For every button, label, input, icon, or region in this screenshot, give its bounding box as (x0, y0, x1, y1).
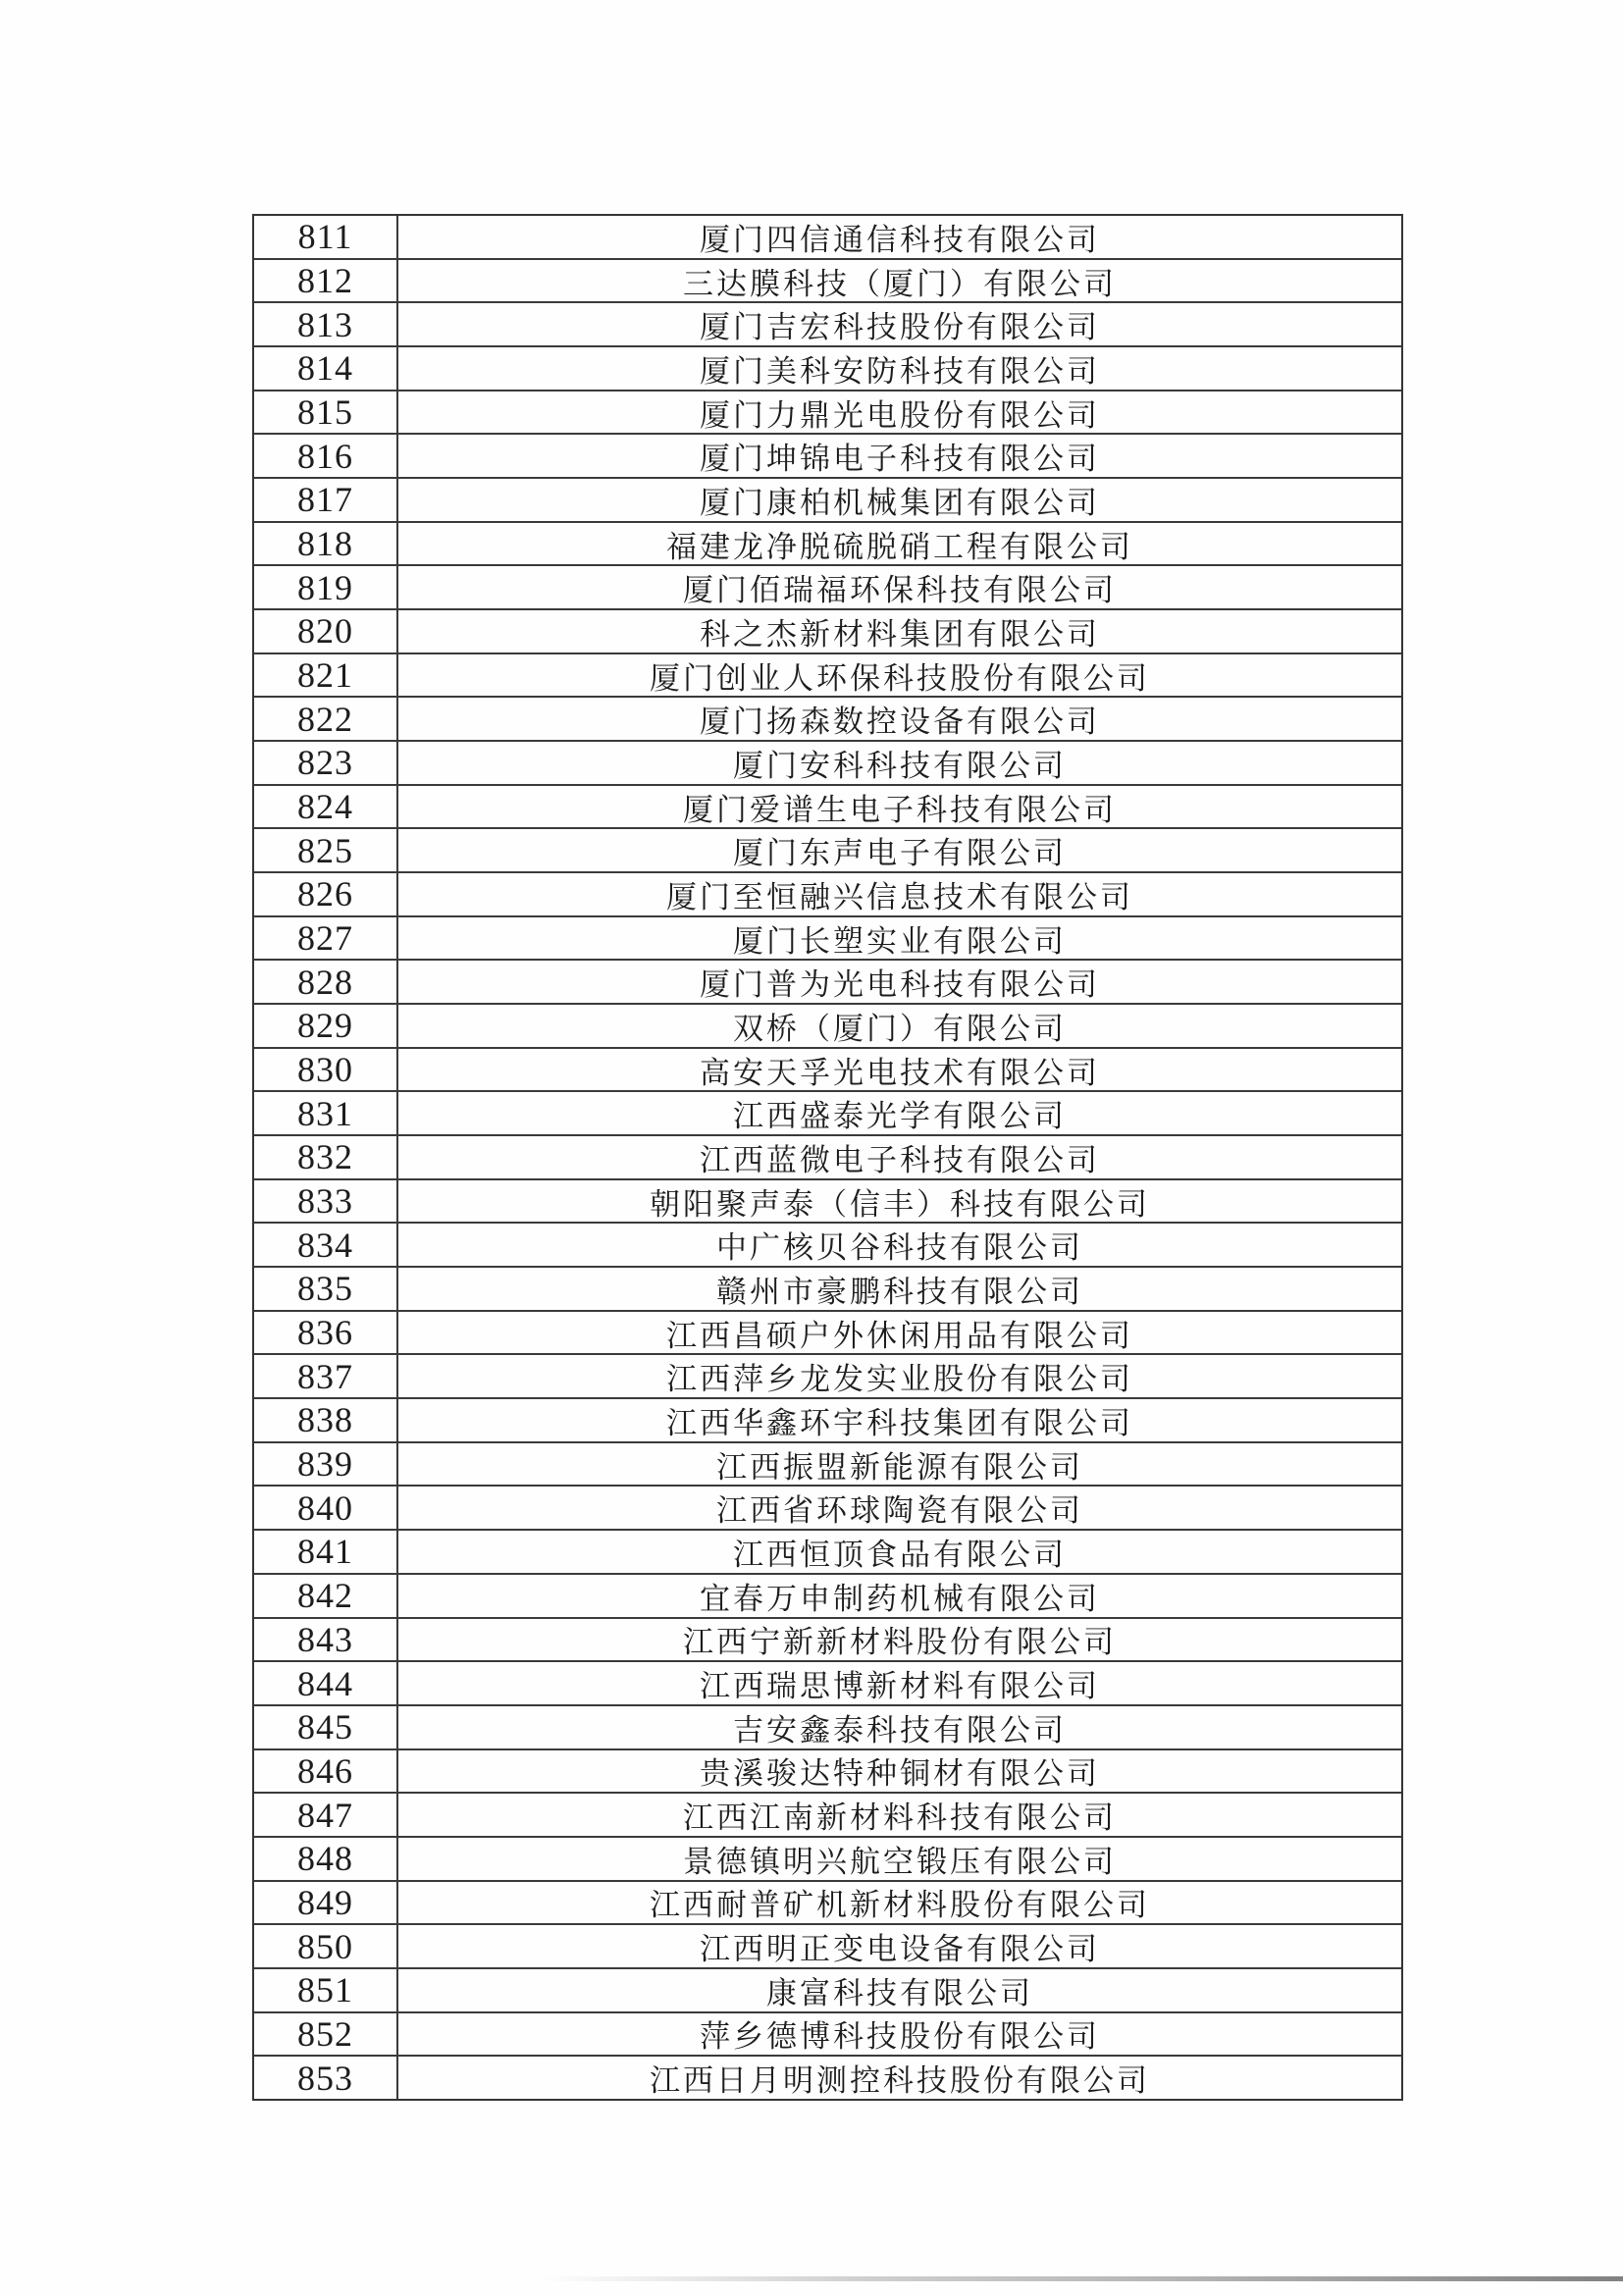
company-name-cell: 厦门至恒融兴信息技术有限公司 (666, 879, 1133, 914)
company-name-cell: 朝阳聚声泰（信丰）科技有限公司 (650, 1186, 1150, 1222)
row-number-cell: 847 (254, 1794, 398, 1836)
table-row (254, 1706, 1401, 1750)
company-name-cell: 江西明正变电设备有限公司 (700, 1932, 1100, 1967)
row-number-cell: 829 (254, 1005, 398, 1047)
company-name-cell: 江西昌硕户外休闲用品有限公司 (666, 1318, 1133, 1353)
table-row (254, 829, 1401, 873)
company-name-cell: 江西日月明测控科技股份有限公司 (650, 2063, 1150, 2099)
company-table (252, 214, 1403, 2101)
row-number-cell: 845 (254, 1706, 398, 1748)
table-row (254, 435, 1401, 479)
table-row (254, 917, 1401, 962)
row-number-cell: 832 (254, 1136, 398, 1178)
row-number-cell: 823 (254, 742, 398, 784)
row-number-cell: 827 (254, 917, 398, 960)
row-number-cell: 835 (254, 1268, 398, 1310)
table-row (254, 303, 1401, 347)
company-name-cell: 厦门四信通信科技有限公司 (700, 222, 1100, 257)
company-name-cell: 江西省环球陶瓷有限公司 (716, 1493, 1083, 1529)
table-row (254, 2013, 1401, 2058)
table-row (254, 1487, 1401, 1531)
table-row (254, 1268, 1401, 1312)
company-name-cell: 厦门美科安防科技有限公司 (700, 353, 1100, 389)
row-number-cell: 843 (254, 1619, 398, 1661)
table-row (254, 1838, 1401, 1882)
row-number-cell: 830 (254, 1049, 398, 1091)
table-row (254, 523, 1401, 567)
row-number-cell: 820 (254, 610, 398, 652)
row-number-cell: 834 (254, 1224, 398, 1266)
table-row (254, 1136, 1401, 1180)
company-name-cell: 厦门普为光电科技有限公司 (700, 967, 1100, 1003)
company-name-cell: 厦门创业人环保科技股份有限公司 (650, 660, 1150, 696)
row-number-cell: 817 (254, 479, 398, 521)
company-name-cell: 厦门长塑实业有限公司 (733, 923, 1067, 959)
table-row (254, 260, 1401, 304)
company-name-cell: 江西瑞思博新材料有限公司 (700, 1669, 1100, 1704)
table-row (254, 1794, 1401, 1838)
company-name-cell: 厦门爱谱生电子科技有限公司 (683, 792, 1117, 827)
table-row (254, 1925, 1401, 1969)
table-row (254, 216, 1401, 260)
table-row (254, 873, 1401, 917)
table-row (254, 1092, 1401, 1136)
table-row (254, 566, 1401, 610)
company-name-cell: 厦门扬森数控设备有限公司 (700, 704, 1100, 740)
company-name-cell: 厦门东声电子有限公司 (733, 836, 1067, 871)
table-row (254, 654, 1401, 699)
table-row (254, 2057, 1401, 2099)
company-name-cell: 萍乡德博科技股份有限公司 (700, 2019, 1100, 2055)
company-name-cell: 江西蓝微电子科技有限公司 (700, 1142, 1100, 1177)
row-number-cell: 846 (254, 1750, 398, 1793)
company-name-cell: 江西华鑫环宇科技集团有限公司 (666, 1405, 1133, 1440)
company-name-cell: 江西盛泰光学有限公司 (733, 1099, 1067, 1134)
bottom-scan-shadow-artifact (538, 2276, 1623, 2281)
table-row (254, 1224, 1401, 1268)
table-row (254, 479, 1401, 523)
table-row (254, 1180, 1401, 1225)
row-number-cell: 812 (254, 260, 398, 302)
row-number-cell: 848 (254, 1838, 398, 1880)
table-row (254, 1969, 1401, 2013)
company-name-cell: 厦门坤锦电子科技有限公司 (700, 442, 1100, 477)
row-number-cell: 816 (254, 435, 398, 477)
company-name-cell: 厦门吉宏科技股份有限公司 (700, 310, 1100, 345)
row-number-cell: 840 (254, 1487, 398, 1529)
row-number-cell: 821 (254, 654, 398, 697)
table-row (254, 961, 1401, 1005)
table-row (254, 1399, 1401, 1443)
row-number-cell: 842 (254, 1575, 398, 1617)
row-number-cell: 819 (254, 566, 398, 608)
table-row (254, 1049, 1401, 1093)
table-row (254, 1443, 1401, 1487)
row-number-cell: 844 (254, 1662, 398, 1704)
table-row (254, 1355, 1401, 1399)
row-number-cell: 850 (254, 1925, 398, 1967)
company-name-cell: 三达膜科技（厦门）有限公司 (683, 266, 1117, 301)
row-number-cell: 851 (254, 1969, 398, 2011)
table-row (254, 1575, 1401, 1619)
table-row (254, 1312, 1401, 1356)
company-name-cell: 江西振盟新能源有限公司 (716, 1449, 1083, 1485)
row-number-cell: 849 (254, 1882, 398, 1924)
row-number-cell: 811 (254, 216, 398, 258)
table-row (254, 1005, 1401, 1049)
company-name-cell: 赣州市豪鹏科技有限公司 (716, 1274, 1083, 1309)
row-number-cell: 818 (254, 523, 398, 565)
company-name-cell: 康富科技有限公司 (766, 1975, 1033, 2010)
company-name-cell: 景德镇明兴航空锻压有限公司 (683, 1844, 1117, 1879)
row-number-cell: 841 (254, 1531, 398, 1573)
row-number-cell: 853 (254, 2057, 398, 2099)
row-number-cell: 824 (254, 786, 398, 828)
company-name-cell: 福建龙净脱硫脱硝工程有限公司 (666, 529, 1133, 564)
row-number-cell: 833 (254, 1180, 398, 1223)
company-name-cell: 厦门安科科技有限公司 (733, 748, 1067, 783)
row-number-cell: 822 (254, 698, 398, 740)
row-number-cell: 826 (254, 873, 398, 915)
company-name-cell: 厦门力鼎光电股份有限公司 (700, 397, 1100, 433)
company-name-cell: 贵溪骏达特种铜材有限公司 (700, 1756, 1100, 1792)
table-row (254, 1619, 1401, 1663)
company-name-cell: 厦门佰瑞福环保科技有限公司 (683, 573, 1117, 608)
table-row (254, 698, 1401, 742)
table-row (254, 347, 1401, 391)
row-number-cell: 814 (254, 347, 398, 390)
company-name-cell: 江西江南新材料科技有限公司 (683, 1800, 1117, 1836)
row-number-cell: 836 (254, 1312, 398, 1354)
row-number-cell: 839 (254, 1443, 398, 1486)
row-number-cell: 837 (254, 1355, 398, 1397)
company-name-cell: 中广核贝谷科技有限公司 (716, 1230, 1083, 1266)
company-name-cell: 江西恒顶食品有限公司 (733, 1538, 1067, 1572)
row-number-cell: 831 (254, 1092, 398, 1134)
company-name-cell: 厦门康柏机械集团有限公司 (700, 485, 1100, 520)
company-name-cell: 宜春万申制药机械有限公司 (700, 1581, 1100, 1616)
table-row (254, 391, 1401, 436)
row-number-cell: 813 (254, 303, 398, 345)
company-name-cell: 江西萍乡龙发实业股份有限公司 (666, 1362, 1133, 1397)
row-number-cell: 838 (254, 1399, 398, 1441)
company-name-cell: 高安天孚光电技术有限公司 (700, 1055, 1100, 1090)
table-row (254, 1531, 1401, 1575)
company-name-cell: 江西耐普矿机新材料股份有限公司 (650, 1888, 1150, 1923)
row-number-cell: 825 (254, 829, 398, 871)
table-row (254, 1750, 1401, 1795)
table-row (254, 1662, 1401, 1706)
row-number-cell: 852 (254, 2013, 398, 2056)
row-number-cell: 815 (254, 391, 398, 434)
table-row (254, 610, 1401, 654)
company-name-cell: 双桥（厦门）有限公司 (733, 1011, 1067, 1046)
company-name-cell: 吉安鑫泰科技有限公司 (733, 1712, 1067, 1748)
table-row (254, 1882, 1401, 1926)
company-name-cell: 科之杰新材料集团有限公司 (700, 616, 1100, 652)
company-name-cell: 江西宁新新材料股份有限公司 (683, 1625, 1117, 1660)
table-row (254, 786, 1401, 830)
row-number-cell: 828 (254, 961, 398, 1003)
table-row (254, 742, 1401, 786)
